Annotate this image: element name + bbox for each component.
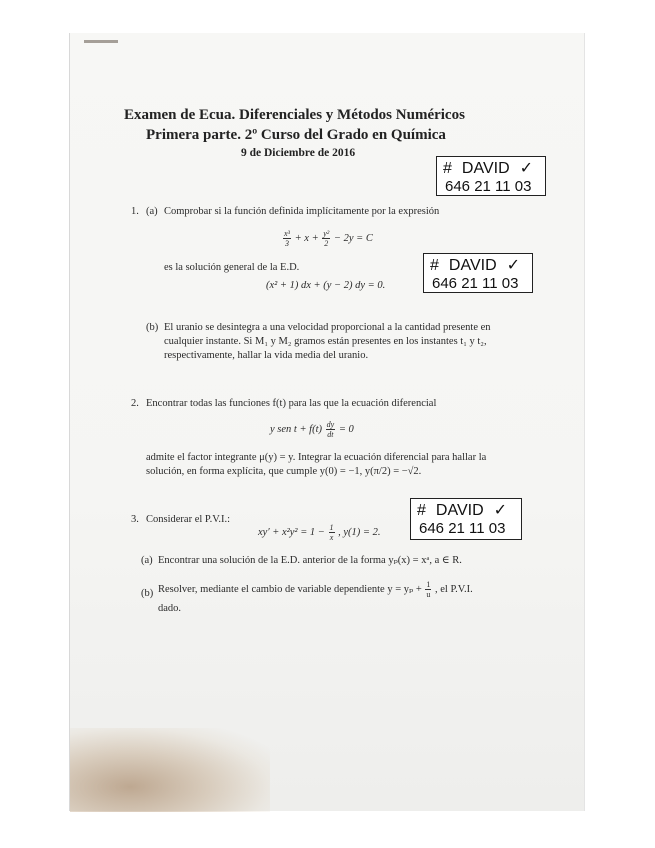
problem-1b-line1: El uranio se desintegra a una velocidad proporcional a la cantidad presente en <box>164 322 491 333</box>
problem-1b-label: (b) <box>146 322 159 333</box>
problem-3-equation: xy′ + x²y² = 1 − $\frac{1}{x}$ , y(1) = 2. <box>258 523 381 542</box>
implicit-equation: $\frac{\text{x³}}{3}$ + x + $\frac{\text{y²}}{2}$ − 2y = C <box>284 229 373 248</box>
problem-3-intro: Considerar el P.V.I.: <box>146 514 231 525</box>
hash-icon: # <box>430 257 439 274</box>
stamp-name: DAVID <box>461 160 510 177</box>
paper-edge-mark <box>84 40 118 43</box>
contact-stamp <box>410 498 522 540</box>
problem-3-number: 3. <box>131 514 139 525</box>
stamp-phone: 646 21 11 03 <box>419 520 506 537</box>
check-icon: ✓ <box>519 160 534 177</box>
problem-3b-text: Resolver, mediante el cambio de variable dependiente y = yₚ + $\frac{1}{u}$ , el P.V.I. <box>158 580 473 599</box>
contact-stamp <box>436 156 546 196</box>
fraction: $\frac{\text{x³}}{3}$ <box>284 229 290 248</box>
ed-equation: (x² + 1) dx + (y − 2) dy = 0. <box>266 280 386 291</box>
fraction: $\frac{1}{u}$ <box>426 580 431 599</box>
paper-stain <box>70 728 270 812</box>
problem-1a-label: (a) <box>146 206 158 217</box>
stamp-name: DAVID <box>448 257 497 274</box>
exam-title-line2: Primera parte. 2º Curso del Grado en Química <box>146 127 446 143</box>
hash-icon: # <box>443 160 452 177</box>
general-solution-text: es la solución general de la E.D. <box>164 262 300 273</box>
problem-1a-text: Comprobar si la función definida implícitamente por la expresión <box>164 206 440 217</box>
problem-2-equation: y sen t + f(t) $\frac{dy}{dt}$ = 0 <box>270 420 354 439</box>
exam-title-line1: Examen de Ecua. Diferenciales y Métodos Numéricos <box>124 107 465 123</box>
fraction: $\frac{dy}{dt}$ <box>326 420 335 439</box>
fraction: $\frac{1}{x}$ <box>329 523 334 542</box>
check-icon: ✓ <box>506 257 521 274</box>
problem-2-line2: admite el factor integrante μ(y) = y. Integrar la ecuación diferencial para hallar la <box>146 452 487 463</box>
check-icon: ✓ <box>493 502 508 519</box>
stamp-phone: 646 21 11 03 <box>432 275 519 292</box>
problem-1b-line2: cualquier instante. Si M₁ y M₂ gramos están presentes en los instantes t₁ y t₂, <box>164 336 487 347</box>
contact-stamp <box>423 253 533 293</box>
problem-1b-line3: respectivamente, hallar la vida media del uranio. <box>164 350 369 361</box>
problem-3a-text: Encontrar una solución de la E.D. anterior de la forma yₚ(x) = xᵃ, a ∈ R. <box>158 555 462 566</box>
problem-3a-label: (a) <box>141 555 153 566</box>
stamp-phone: 646 21 11 03 <box>445 178 532 195</box>
problem-3b-line2: dado. <box>158 603 182 614</box>
problem-2-number: 2. <box>131 398 139 409</box>
hash-icon: # <box>417 502 426 519</box>
exam-date: 9 de Diciembre de 2016 <box>241 147 356 159</box>
problem-2-line1: Encontrar todas las funciones f(t) para las que la ecuación diferencial <box>146 398 437 409</box>
stamp-name: DAVID <box>435 502 484 519</box>
fraction: $\frac{\text{y²}}{2}$ <box>323 229 330 248</box>
problem-3b-label: (b) <box>141 588 154 599</box>
problem-1-number: 1. <box>131 206 139 217</box>
problem-2-line3: solución, en forma explícita, que cumple y(0) = −1, y(π/2) = −√2. <box>146 466 422 477</box>
